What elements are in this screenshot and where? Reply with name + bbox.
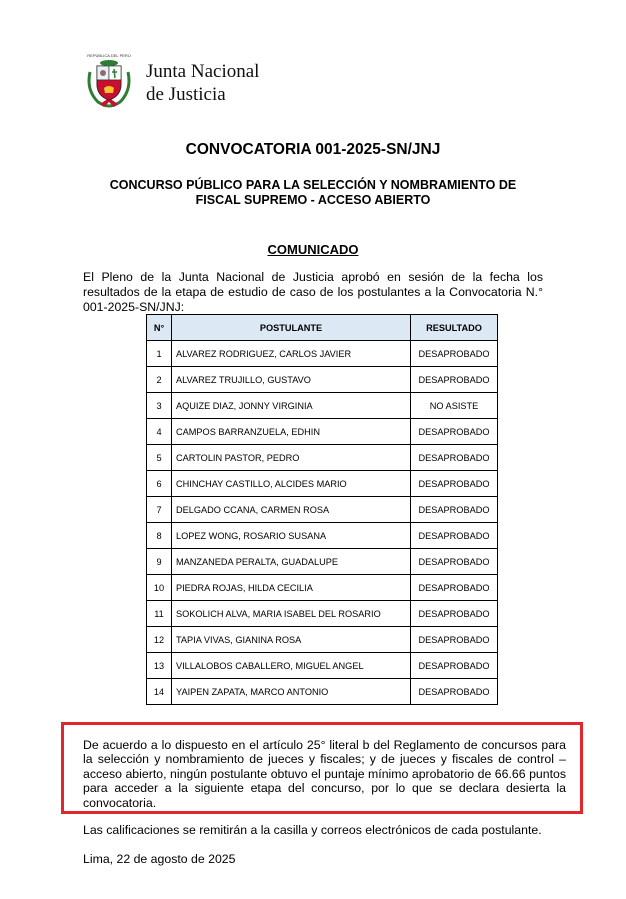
- row-number: 7: [147, 497, 172, 523]
- table-row: [147, 575, 498, 601]
- row-result: DESAPROBADO: [411, 497, 498, 523]
- header-applicant: POSTULANTE: [172, 315, 411, 341]
- row-result: DESAPROBADO: [411, 601, 498, 627]
- row-result: DESAPROBADO: [411, 653, 498, 679]
- footnote: Las calificaciones se remitirán a la casilla y correos electrónicos de cada postulante.: [83, 823, 542, 837]
- row-applicant-name: ALVAREZ RODRIGUEZ, CARLOS JAVIER: [172, 341, 411, 367]
- row-applicant-name: SOKOLICH ALVA, MARIA ISABEL DEL ROSARIO: [172, 601, 411, 627]
- row-applicant-name: PIEDRA ROJAS, HILDA CECILIA: [172, 575, 411, 601]
- row-number: 11: [147, 601, 172, 627]
- table-row: [147, 549, 498, 575]
- table-row: [147, 471, 498, 497]
- table-row: [147, 341, 498, 367]
- row-result: DESAPROBADO: [411, 471, 498, 497]
- table-row: [147, 445, 498, 471]
- row-applicant-name: TAPIA VIVAS, GIANINA ROSA: [172, 627, 411, 653]
- row-number: 8: [147, 523, 172, 549]
- row-applicant-name: LOPEZ WONG, ROSARIO SUSANA: [172, 523, 411, 549]
- table-row: [147, 679, 498, 705]
- row-applicant-name: AQUIZE DIAZ, JONNY VIRGINIA: [172, 393, 411, 419]
- row-number: 2: [147, 367, 172, 393]
- row-result: DESAPROBADO: [411, 679, 498, 705]
- intro-paragraph: El Pleno de la Junta Nacional de Justicia aprobó en sesión de la fecha los resultados de la etapa de estudio de caso de los postulantes a la Convocatoria N.° 001-2025-SN/JNJ:: [83, 270, 543, 314]
- document-subtitle: [80, 178, 546, 208]
- row-number: 1: [147, 341, 172, 367]
- row-result: DESAPROBADO: [411, 575, 498, 601]
- row-result: DESAPROBADO: [411, 523, 498, 549]
- row-number: 3: [147, 393, 172, 419]
- row-number: 4: [147, 419, 172, 445]
- row-number: 5: [147, 445, 172, 471]
- row-applicant-name: MANZANEDA PERALTA, GUADALUPE: [172, 549, 411, 575]
- row-result: DESAPROBADO: [411, 341, 498, 367]
- comunicado-heading: COMUNICADO: [267, 242, 359, 257]
- row-result: DESAPROBADO: [411, 549, 498, 575]
- row-applicant-name: DELGADO CCANA, CARMEN ROSA: [172, 497, 411, 523]
- header-result: RESULTADO: [411, 315, 498, 341]
- row-applicant-name: CHINCHAY CASTILLO, ALCIDES MARIO: [172, 471, 411, 497]
- table-row: [147, 627, 498, 653]
- row-result: DESAPROBADO: [411, 445, 498, 471]
- table-row: [147, 419, 498, 445]
- header-number: N°: [147, 315, 172, 341]
- row-number: 12: [147, 627, 172, 653]
- table-row: [147, 367, 498, 393]
- row-number: 10: [147, 575, 172, 601]
- row-number: 13: [147, 653, 172, 679]
- row-result: DESAPROBADO: [411, 627, 498, 653]
- table-row: [147, 601, 498, 627]
- document-date: Lima, 22 de agosto de 2025: [83, 852, 236, 866]
- row-result: NO ASISTE: [411, 393, 498, 419]
- row-number: 6: [147, 471, 172, 497]
- row-applicant-name: VILLALOBOS CABALLERO, MIGUEL ANGEL: [172, 653, 411, 679]
- table-row: [147, 393, 498, 419]
- organization-name: [146, 60, 259, 106]
- row-applicant-name: CAMPOS BARRANZUELA, EDHIN: [172, 419, 411, 445]
- table-row: [147, 523, 498, 549]
- subtitle-line2: FISCAL SUPREMO - ACCESO ABIERTO: [195, 193, 431, 207]
- org-name-line2: de Justicia: [146, 84, 226, 105]
- row-applicant-name: YAIPEN ZAPATA, MARCO ANTONIO: [172, 679, 411, 705]
- document-title: CONVOCATORIA 001-2025-SN/JNJ: [185, 141, 441, 158]
- results-table: [146, 314, 498, 705]
- row-applicant-name: CARTOLIN PASTOR, PEDRO: [172, 445, 411, 471]
- org-name-line1: Junta Nacional: [146, 61, 260, 82]
- row-number: 9: [147, 549, 172, 575]
- subtitle-line1: CONCURSO PÚBLICO PARA LA SELECCIÓN Y NOMBRAMIENTO DE: [109, 178, 517, 192]
- table-row: [147, 497, 498, 523]
- table-row: [147, 653, 498, 679]
- peru-coat-of-arms-icon: [84, 52, 134, 108]
- highlight-paragraph: De acuerdo a lo dispuesto en el artículo 25° literal b del Reglamento de concursos para la selección y nombramiento de jueces y fiscales; y de jueces y fiscales de control – acceso abierto, ningún postulante obtuvo el puntaje mínimo aprobatorio de 66.66 puntos para acceder a la siguiente etapa del concurso, por lo que se declara desierta la convocatoria.: [83, 738, 566, 810]
- table-header-row: [147, 315, 498, 341]
- emblem-caption: REPÚBLICA DEL PERÚ: [87, 53, 131, 58]
- row-number: 14: [147, 679, 172, 705]
- row-result: DESAPROBADO: [411, 419, 498, 445]
- row-applicant-name: ALVAREZ TRUJILLO, GUSTAVO: [172, 367, 411, 393]
- row-result: DESAPROBADO: [411, 367, 498, 393]
